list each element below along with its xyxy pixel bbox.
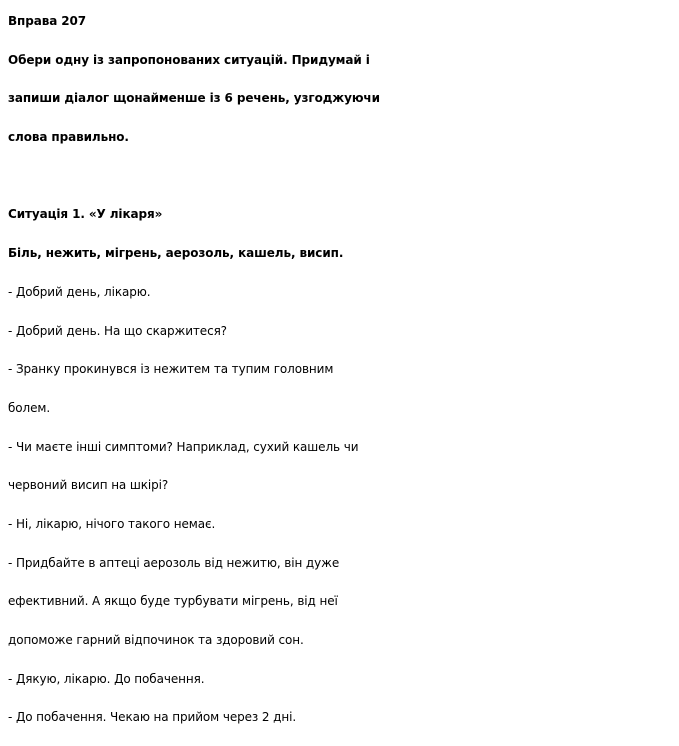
- spacer: [8, 157, 679, 196]
- dialogue-line: - Добрий день. На що скаржитеся?: [8, 323, 227, 338]
- dialogue-line: болем.: [8, 400, 51, 415]
- task-line: Обери одну із запропонованих ситуацій. Придумай і: [8, 52, 370, 67]
- dialogue-line: - Чи маєте інші симптоми? Наприклад, сухий кашель чи: [8, 439, 359, 454]
- task-instruction: [8, 41, 679, 157]
- situation-heading: Ситуація 1. «У лікаря»: [8, 207, 163, 222]
- dialogue-line: - Дякую, лікарю. До побачення.: [8, 671, 205, 686]
- dialogue-line: - Добрий день, лікарю.: [8, 284, 151, 299]
- dialogue-line: - Придбайте в аптеці аерозоль від нежитю, він дуже: [8, 555, 340, 570]
- dialogue-line: допоможе гарний відпочинок та здоровий сон.: [8, 633, 304, 647]
- dialogue-line: червоний висип на шкірі?: [8, 478, 169, 493]
- dialogue-line: ефективний. А якщо буде турбувати мігрень, від неї: [8, 594, 338, 609]
- dialogue-line: - Зранку прокинувся із нежитем та тупим головним: [8, 362, 334, 377]
- task-line: слова правильно.: [8, 130, 129, 145]
- dialogue: [8, 273, 679, 737]
- situation-keywords: Біль, нежить, мігрень, аерозоль, кашель, висип.: [8, 246, 344, 261]
- dialogue-line: - Ні, лікарю, нічого такого немає.: [8, 516, 216, 531]
- exercise-title: Вправа 207: [8, 14, 87, 28]
- task-line: запиши діалог щонайменше із 6 речень, узгоджуючи: [8, 91, 380, 106]
- dialogue-line: - До побачення. Чекаю на прийом через 2 дні.: [8, 710, 297, 725]
